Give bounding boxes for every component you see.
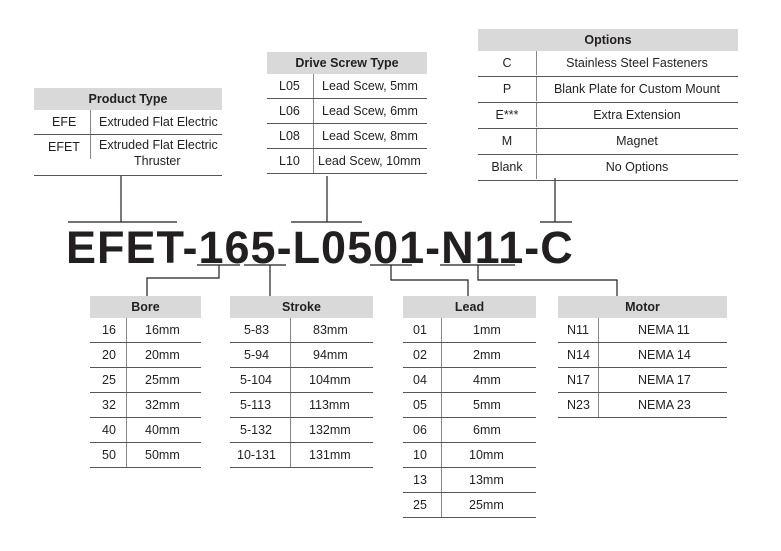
column-divider <box>313 124 314 148</box>
code-cell: E*** <box>495 108 519 122</box>
column-divider <box>290 368 291 392</box>
column-divider <box>126 418 127 442</box>
desc-cell: 104mm <box>309 373 351 387</box>
desc-cell: 94mm <box>313 348 348 362</box>
code-cell: 40 <box>102 423 116 437</box>
column-divider <box>441 443 442 467</box>
table-row <box>90 368 201 393</box>
table-row <box>478 103 738 129</box>
desc-cell: Magnet <box>616 134 658 148</box>
table-row <box>267 74 427 99</box>
desc-cell: 6mm <box>473 423 501 437</box>
table-row <box>230 443 373 468</box>
column-divider <box>126 343 127 367</box>
desc-cell-line2: Thruster <box>134 154 181 168</box>
code-cell: 5-94 <box>244 348 270 362</box>
desc-cell: NEMA 17 <box>638 373 691 387</box>
code-cell: C <box>502 56 512 70</box>
code-cell: 10 <box>413 448 427 462</box>
bore-header: Bore <box>90 296 201 318</box>
lead-header: Lead <box>403 296 536 318</box>
desc-cell: Lead Scew, 10mm <box>318 154 421 168</box>
code-cell: 10-131 <box>237 448 276 462</box>
table-row <box>90 393 201 418</box>
table-row <box>34 135 222 176</box>
table-row <box>90 418 201 443</box>
code-cell: 5-104 <box>240 373 272 387</box>
table-row <box>403 443 536 468</box>
code-cell: Blank <box>491 160 523 174</box>
table-row <box>230 393 373 418</box>
column-divider <box>90 135 91 159</box>
column-divider <box>126 443 127 467</box>
column-divider <box>313 99 314 123</box>
code-cell: 20 <box>102 348 116 362</box>
desc-cell: 50mm <box>145 448 180 462</box>
product-type-header: Product Type <box>34 88 222 110</box>
desc-cell: 10mm <box>469 448 504 462</box>
column-divider <box>126 368 127 392</box>
code-cell: EFE <box>52 115 77 129</box>
table-row <box>478 51 738 77</box>
code-cell: L10 <box>279 154 300 168</box>
desc-cell: 2mm <box>473 348 501 362</box>
motor-header: Motor <box>558 296 727 318</box>
lead-table <box>403 296 536 518</box>
column-divider <box>441 393 442 417</box>
desc-cell: 131mm <box>309 448 351 462</box>
table-row <box>558 393 727 418</box>
column-divider <box>313 149 314 173</box>
desc-cell: Extruded Flat Electric <box>99 115 218 129</box>
code-cell: 16 <box>102 323 116 337</box>
table-row <box>403 493 536 518</box>
table-row <box>403 343 536 368</box>
code-cell: EFET <box>48 140 80 154</box>
column-divider <box>598 318 599 342</box>
code-cell: N23 <box>567 398 590 412</box>
column-divider <box>290 418 291 442</box>
table-row <box>478 77 738 103</box>
desc-cell: Extruded Flat Electric <box>99 138 218 152</box>
desc-cell: Blank Plate for Custom Mount <box>553 82 721 96</box>
column-divider <box>441 368 442 392</box>
code-cell: 25 <box>413 498 427 512</box>
stroke-header: Stroke <box>230 296 373 318</box>
table-row <box>267 149 427 174</box>
stroke-table <box>230 296 373 468</box>
code-cell: N14 <box>567 348 590 362</box>
desc-cell: 4mm <box>473 373 501 387</box>
code-cell: N17 <box>567 373 590 387</box>
desc-cell: No Options <box>605 160 669 174</box>
column-divider <box>290 443 291 467</box>
code-cell: 02 <box>413 348 427 362</box>
table-row <box>230 318 373 343</box>
desc-cell: 16mm <box>145 323 180 337</box>
code-cell: 25 <box>102 373 116 387</box>
column-divider <box>290 393 291 417</box>
desc-cell: Extra Extension <box>593 108 681 122</box>
desc-cell: Lead Scew, 8mm <box>322 129 418 143</box>
table-row <box>403 368 536 393</box>
table-row <box>90 318 201 343</box>
desc-cell: NEMA 11 <box>638 323 690 337</box>
desc-cell: 20mm <box>145 348 180 362</box>
desc-cell: Lead Scew, 5mm <box>322 79 418 93</box>
column-divider <box>441 343 442 367</box>
column-divider <box>598 368 599 392</box>
table-row <box>230 368 373 393</box>
column-divider <box>598 343 599 367</box>
table-row <box>267 99 427 124</box>
column-divider <box>441 493 442 517</box>
desc-cell: 132mm <box>309 423 351 437</box>
code-cell: L08 <box>279 129 300 143</box>
desc-cell: 25mm <box>469 498 504 512</box>
table-row <box>90 443 201 468</box>
column-divider <box>90 110 91 134</box>
table-row <box>403 318 536 343</box>
drive-screw-type-header: Drive Screw Type <box>267 52 427 74</box>
desc-cell: NEMA 14 <box>638 348 691 362</box>
column-divider <box>126 318 127 342</box>
code-cell: 5-83 <box>244 323 270 337</box>
bore-table <box>90 296 201 468</box>
code-cell: M <box>501 134 513 148</box>
desc-cell: 40mm <box>145 423 180 437</box>
code-cell: L05 <box>279 79 300 93</box>
table-row <box>230 343 373 368</box>
table-row <box>403 393 536 418</box>
drive-screw-type-table <box>267 52 427 174</box>
motor-table <box>558 296 727 418</box>
column-divider <box>313 74 314 98</box>
code-cell: 01 <box>413 323 427 337</box>
desc-cell: 113mm <box>309 398 350 412</box>
table-row <box>478 129 738 155</box>
code-cell: L06 <box>279 104 300 118</box>
desc-cell: Lead Scew, 6mm <box>322 104 418 118</box>
options-table <box>478 29 738 181</box>
options-header: Options <box>478 29 738 51</box>
code-cell: 50 <box>102 448 116 462</box>
code-cell: 04 <box>413 373 427 387</box>
code-cell: N11 <box>567 323 590 337</box>
code-cell: 06 <box>413 423 427 437</box>
table-row <box>478 155 738 181</box>
desc-cell: 1mm <box>473 323 501 337</box>
code-cell: 32 <box>102 398 116 412</box>
code-cell: 5-113 <box>240 398 272 412</box>
desc-cell: 25mm <box>145 373 180 387</box>
desc-cell: 5mm <box>473 398 501 412</box>
code-cell: P <box>502 82 512 96</box>
column-divider <box>290 343 291 367</box>
table-row <box>403 418 536 443</box>
column-divider <box>290 318 291 342</box>
table-row <box>267 124 427 149</box>
desc-cell: 32mm <box>145 398 180 412</box>
column-divider <box>441 418 442 442</box>
table-row <box>558 368 727 393</box>
code-cell: 13 <box>413 473 427 487</box>
table-row <box>90 343 201 368</box>
desc-cell: Stainless Steel Fasteners <box>566 56 708 70</box>
code-cell: 05 <box>413 398 427 412</box>
table-row <box>558 343 727 368</box>
part-number: EFET-165-L0501-N11-C <box>66 222 574 273</box>
column-divider <box>598 393 599 417</box>
table-row <box>558 318 727 343</box>
product-type-table <box>34 88 222 176</box>
table-row <box>34 110 222 135</box>
code-cell: 5-132 <box>240 423 272 437</box>
desc-cell: 13mm <box>469 473 504 487</box>
table-row <box>230 418 373 443</box>
desc-cell: 83mm <box>313 323 348 337</box>
column-divider <box>441 318 442 342</box>
column-divider <box>441 468 442 492</box>
table-row <box>403 468 536 493</box>
desc-cell: NEMA 23 <box>638 398 691 412</box>
column-divider <box>126 393 127 417</box>
